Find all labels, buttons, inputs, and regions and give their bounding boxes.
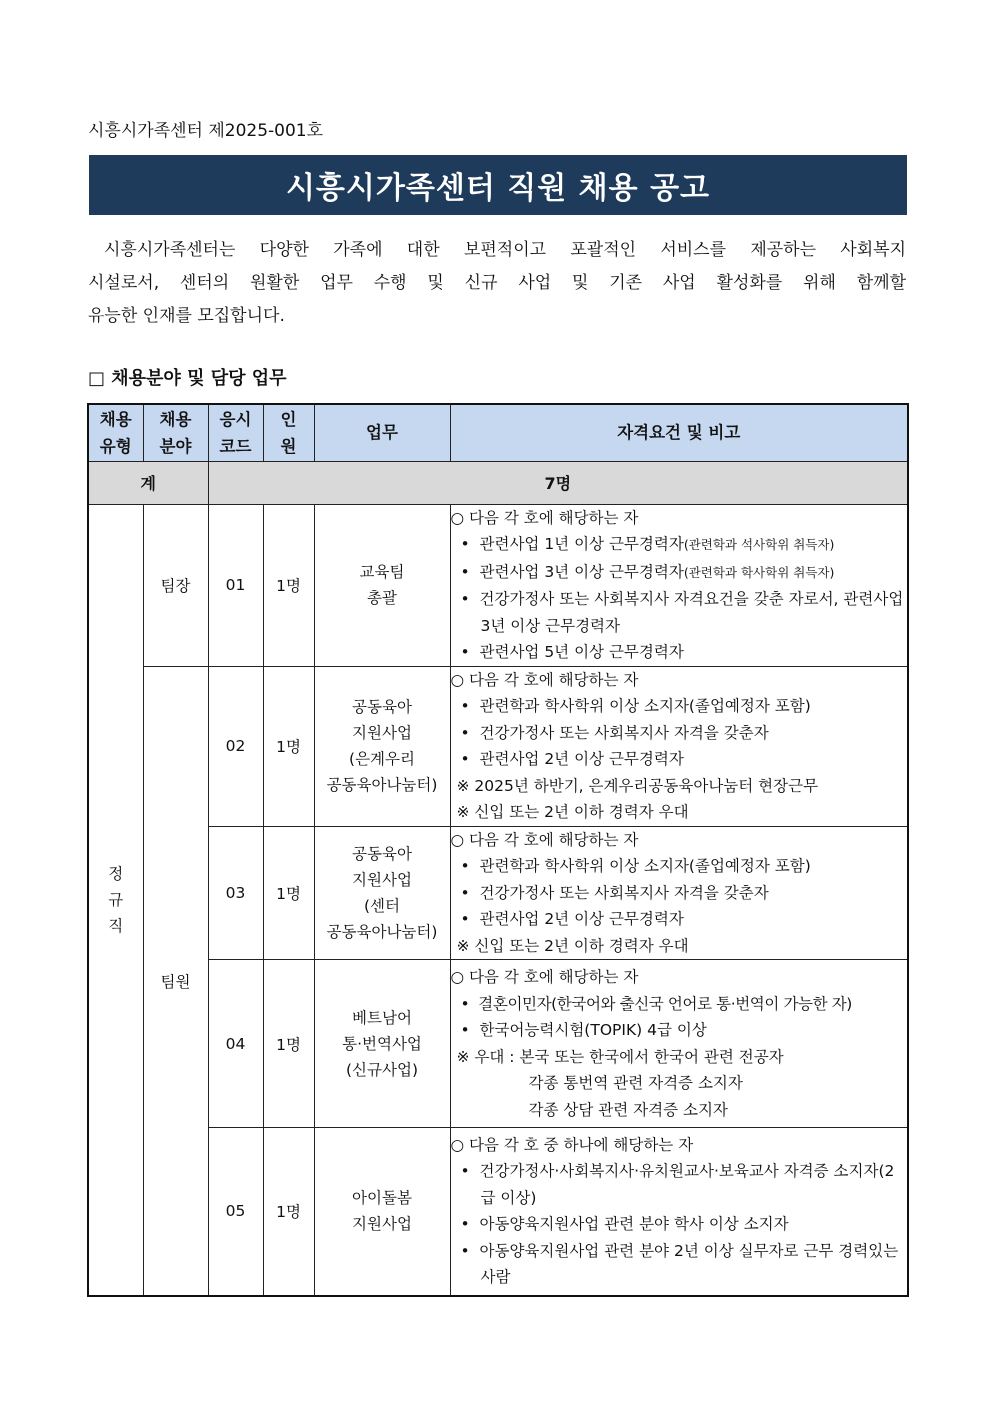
field-leader: 팀장 — [143, 504, 208, 666]
req-note: ※ 신입 또는 2년 이하 경력자 우대 — [456, 803, 689, 821]
duty: 공동육아 지원사업 (은계우리 공동육아나눔터) — [314, 666, 450, 826]
recruitment-table — [87, 403, 909, 1297]
req-bullet: • 한국어능력시험(TOPIK) 4급 이상 — [460, 1021, 707, 1039]
req-bullet: • 관련사업 1년 이상 근무경력자(관련학과 석사학위 취득자) — [460, 535, 835, 553]
req-bullet: • 관련학과 학사학위 이상 소지자(졸업예정자 포함) — [460, 857, 811, 875]
req-bullet: • 관련사업 2년 이상 근무경력자 — [460, 750, 684, 768]
document-number: 시흥시가족센터 제2025-001호 — [88, 121, 324, 141]
total-value: 7명 — [208, 461, 908, 504]
table-row — [88, 826, 908, 960]
headcount: 1명 — [263, 826, 314, 960]
header-duty: 업무 — [314, 404, 450, 461]
header-requirements: 자격요건 및 비고 — [450, 404, 908, 461]
exam-code: 02 — [208, 666, 263, 826]
requirements — [450, 666, 908, 826]
req-bullet: • 건강가정사 또는 사회복지사 자격을 갖춘자 — [460, 883, 769, 902]
requirements — [450, 504, 908, 666]
headcount: 1명 — [263, 960, 314, 1128]
header-code: 응시 코드 — [208, 404, 263, 461]
exam-code: 04 — [208, 960, 263, 1128]
req-bullet: • 아동양육지원사업 관련 분야 학사 이상 소지자 — [460, 1215, 789, 1234]
section-title: □ 채용분야 및 담당 업무 — [88, 368, 287, 389]
duty: 베트남어 통·번역사업 (신규사업) — [314, 960, 450, 1128]
req-bullet: • 관련사업 3년 이상 근무경력자(관련학과 학사학위 취득자) — [460, 562, 835, 581]
requirements — [450, 1128, 908, 1296]
header-field: 채용 분야 — [143, 404, 208, 461]
total-row — [88, 461, 908, 504]
req-bullet: • 관련학과 학사학위 이상 소지자(졸업예정자 포함) — [460, 697, 811, 715]
headcount: 1명 — [263, 1128, 314, 1296]
intro-line: 시흥시가족센터는 다양한 가족에 대한 보편적이고 포괄적인 서비스를 제공하는 사회복지 — [104, 240, 906, 260]
req-bullet: • 건강가정사·사회복지사·유치원교사·보육교사 자격증 소지자(2급 이상) — [460, 1162, 895, 1207]
duty: 공동육아 지원사업 (센터 공동육아나눔터) — [314, 826, 450, 960]
req-lead: ○ 다음 각 호에 해당하는 자 — [450, 968, 639, 986]
requirements — [450, 960, 908, 1128]
table-row — [88, 504, 908, 666]
total-label: 계 — [88, 461, 208, 504]
table-header-row — [88, 404, 908, 461]
req-lead: ○ 다음 각 호 중 하나에 해당하는 자 — [450, 1135, 694, 1154]
requirements — [450, 826, 908, 960]
req-bullet: • 아동양육지원사업 관련 분야 2년 이상 실무자로 근무 경력있는 사람 — [460, 1241, 899, 1287]
headcount: 1명 — [263, 504, 314, 666]
req-note: ※ 2025년 하반기, 은계우리공동육아나눔터 현장근무 — [456, 776, 819, 795]
req-note: ※ 신입 또는 2년 이하 경력자 우대 — [456, 936, 689, 955]
req-bullet: • 결혼이민자(한국어와 출신국 언어로 통·번역이 가능한 자) — [460, 994, 852, 1013]
field-member: 팀원 — [143, 666, 208, 1296]
req-bullet: • 관련사업 2년 이상 근무경력자 — [460, 910, 684, 928]
req-lead: ○ 다음 각 호에 해당하는 자 — [450, 830, 639, 849]
employment-type: 정 규 직 — [88, 504, 143, 1296]
headcount: 1명 — [263, 666, 314, 826]
duty: 아이돌봄 지원사업 — [314, 1128, 450, 1296]
header-count: 인 원 — [263, 404, 314, 461]
intro-line: 유능한 인재를 모집합니다. — [88, 306, 285, 326]
req-subnote: 각종 상담 관련 자격증 소지자 — [528, 1100, 728, 1119]
req-lead: ○ 다음 각 호에 해당하는 자 — [450, 670, 639, 689]
duty: 교육팀 총괄 — [314, 504, 450, 666]
exam-code: 05 — [208, 1128, 263, 1296]
req-note: ※ 우대 : 본국 또는 한국에서 한국어 관련 전공자 — [456, 1047, 784, 1066]
page-title-text: 시흥시가족센터 직원 채용 공고 — [285, 171, 711, 206]
exam-code: 01 — [208, 504, 263, 666]
req-bullet: • 건강가정사 또는 사회복지사 자격을 갖춘자 — [460, 723, 769, 742]
header-type: 채용 유형 — [88, 404, 143, 461]
intro-paragraph — [88, 234, 906, 333]
page-title — [89, 155, 907, 215]
table-row — [88, 960, 908, 1128]
table-row — [88, 666, 908, 826]
intro-line: 시설로서, 센터의 원활한 업무 수행 및 신규 사업 및 기존 사업 활성화를 위해 함께할 — [88, 273, 906, 293]
table-row — [88, 1128, 908, 1296]
req-bullet: • 관련사업 5년 이상 근무경력자 — [460, 643, 684, 661]
req-subnote: 각종 통번역 관련 자격증 소지자 — [528, 1074, 743, 1092]
exam-code: 03 — [208, 826, 263, 960]
req-lead: ○ 다음 각 호에 해당하는 자 — [450, 508, 639, 527]
req-bullet: • 건강가정사 또는 사회복지사 자격요건을 갖춘 자로서, 관련사업 3년 이상 근무경력자 — [460, 590, 904, 635]
